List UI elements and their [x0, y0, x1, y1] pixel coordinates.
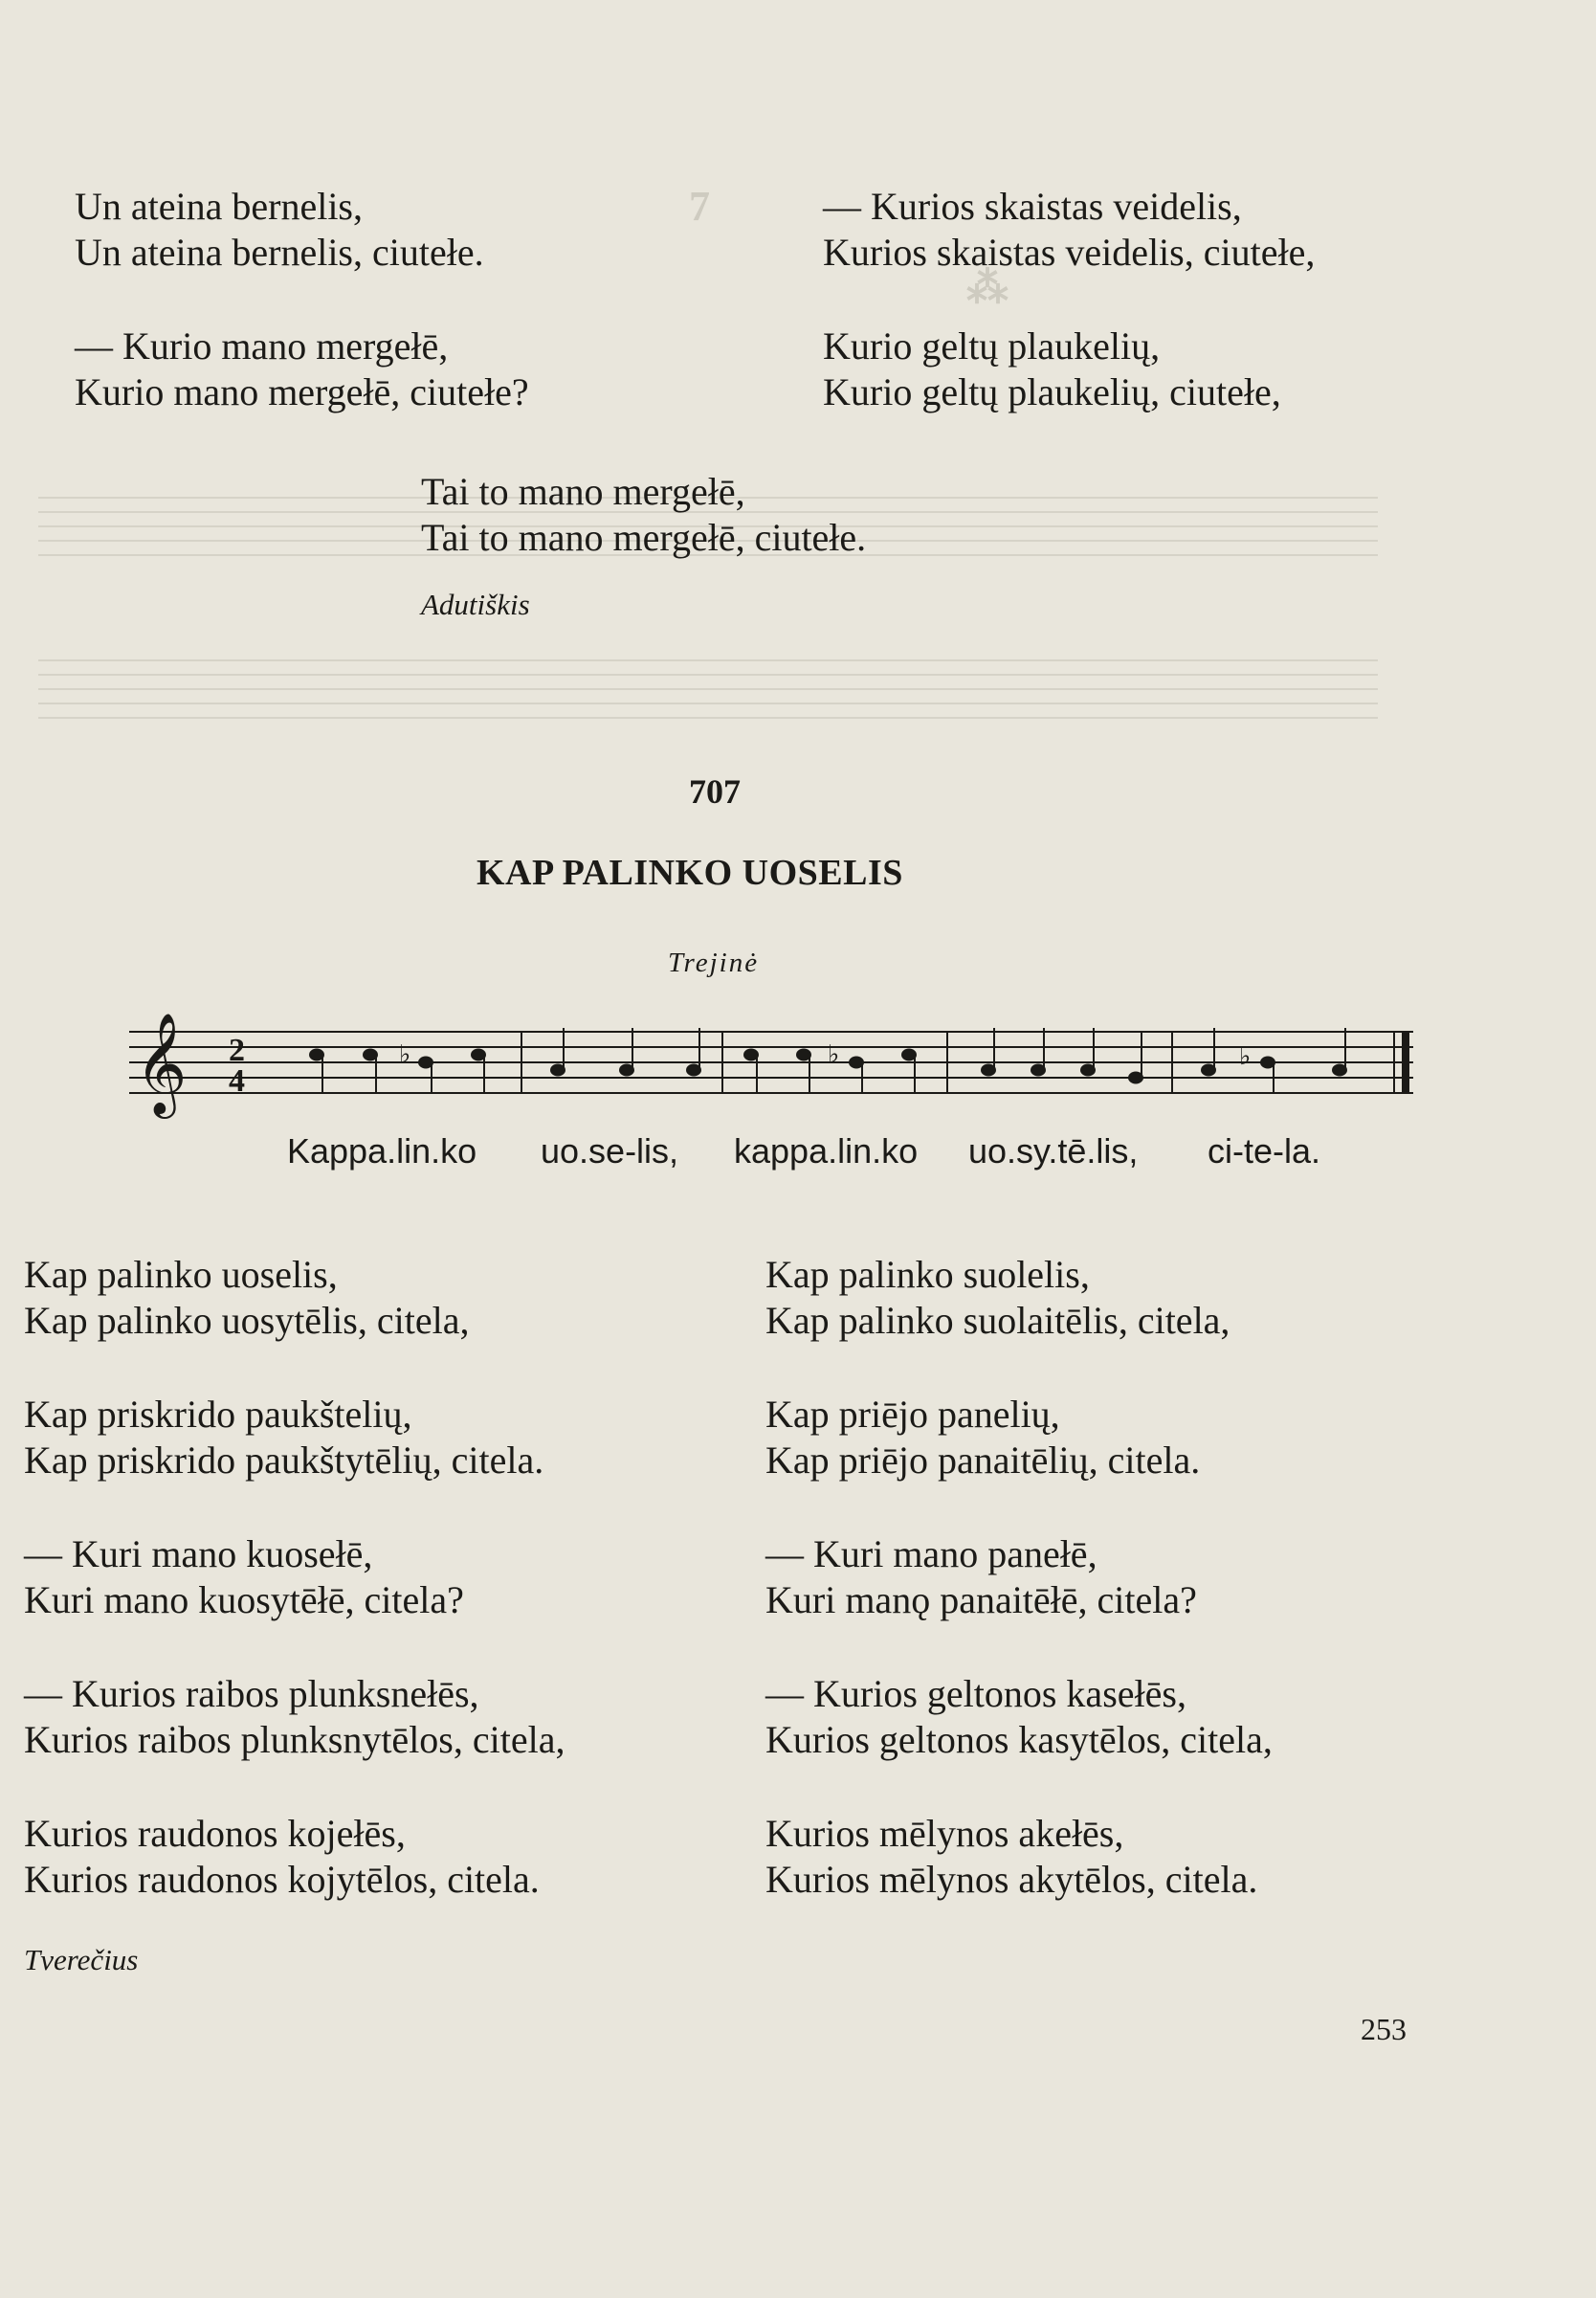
- verse-line: Kurios geltonos kasytēlos, citela,: [765, 1718, 1273, 1761]
- lower-right-column: [765, 1252, 1273, 1951]
- stanza: [24, 1252, 565, 1344]
- place-name: Adutiškis: [421, 588, 530, 621]
- verse-line: — Kurios raibos plunksnełēs,: [24, 1672, 479, 1715]
- stanza: [765, 1531, 1273, 1623]
- note: [1261, 1058, 1275, 1068]
- stanza: [823, 184, 1315, 276]
- note: [687, 1065, 700, 1076]
- place-name: Tverečius: [24, 1943, 139, 1976]
- tempo-marking: Trejinė: [668, 948, 760, 978]
- show-through-text: ⁂: [966, 264, 1009, 311]
- note: [364, 1050, 377, 1060]
- song-number: 707: [689, 772, 741, 811]
- verse-line: Kap palinko suolaitēlis, citela,: [765, 1299, 1230, 1342]
- measure-2: [551, 1028, 700, 1076]
- lyric-group: kappa.lin.ko: [734, 1131, 919, 1171]
- stanza: [75, 184, 529, 276]
- time-signature-bottom: 4: [229, 1063, 245, 1099]
- lyric-group: uo.sy.tē.lis,: [968, 1131, 1139, 1171]
- stanza: [765, 1671, 1273, 1763]
- lyric-group: Kappa.lin.ko: [287, 1131, 477, 1171]
- top-right-column: [823, 184, 1315, 463]
- verse-line: Kurios raibos plunksnytēlos, citela,: [24, 1718, 565, 1761]
- lyric-group: ci-te-la.: [1208, 1131, 1321, 1171]
- lyric-group: uo.se-lis,: [541, 1131, 679, 1171]
- flat-sign: ♭: [1239, 1042, 1252, 1070]
- note: [1031, 1065, 1045, 1076]
- music-staff: [129, 1005, 1421, 1129]
- verse-line: — Kurio mano mergełē,: [75, 324, 449, 368]
- verse-line: Kurios raudonos kojełēs,: [24, 1812, 406, 1855]
- flat-sign: ♭: [399, 1040, 411, 1068]
- verse-line: — Kuri mano kuosełē,: [24, 1532, 373, 1575]
- verse-line: — Kurios skaistas veidelis,: [823, 185, 1242, 228]
- verse-line: Kap palinko uosytēlis, citela,: [24, 1299, 470, 1342]
- note: [1202, 1065, 1215, 1076]
- verse-line: Kap palinko uoselis,: [24, 1253, 338, 1296]
- verse-line: Kurios raudonos kojytēlos, citela.: [24, 1858, 540, 1901]
- stanza: [823, 324, 1315, 415]
- verse-line: Kap priējo panelių,: [765, 1393, 1060, 1436]
- verse-line: Kurios mēlynos akełēs,: [765, 1812, 1124, 1855]
- verse-line: Kuri mano kuosytēłē, citela?: [24, 1578, 464, 1621]
- stanza: [24, 1811, 565, 1903]
- verse-line: Kap priskrido paukštytēlių, citela.: [24, 1439, 544, 1482]
- measure-5: [1202, 1028, 1346, 1093]
- note: [620, 1065, 633, 1076]
- stanza: [765, 1252, 1273, 1344]
- verse-line: Kurio geltų plaukelių,: [823, 324, 1161, 368]
- verse-line: Kap priskrido paukštelių,: [24, 1393, 412, 1436]
- stanza: [765, 1392, 1273, 1484]
- note: [419, 1058, 432, 1068]
- show-through-text: 7: [689, 183, 710, 230]
- measure-4: [982, 1028, 1142, 1083]
- time-signature-top: 2: [229, 1033, 245, 1068]
- note: [797, 1050, 810, 1060]
- verse-line: Tai to mano mergełē,: [421, 470, 745, 513]
- song-title: KAP PALINKO UOSELIS: [477, 853, 903, 893]
- verse-line: Kuri manǫ panaitēłē, citela?: [765, 1578, 1197, 1621]
- note: [850, 1058, 863, 1068]
- note: [1129, 1073, 1142, 1083]
- stanza: [75, 324, 529, 415]
- verse-line: Kap palinko suolelis,: [765, 1253, 1090, 1296]
- note: [744, 1050, 758, 1060]
- center-stanza: [421, 469, 866, 561]
- flat-sign: ♭: [828, 1040, 840, 1068]
- treble-clef-icon: 𝄞: [135, 1012, 188, 1114]
- verse-line: Kap priējo panaitēlių, citela.: [765, 1439, 1201, 1482]
- note: [310, 1050, 323, 1060]
- stanza: [24, 1671, 565, 1763]
- verse-line: Kurio geltų plaukelių, ciutełe,: [823, 370, 1281, 413]
- note: [902, 1050, 916, 1060]
- top-left-column: [75, 184, 529, 463]
- note: [1081, 1065, 1095, 1076]
- note: [551, 1065, 565, 1076]
- note: [982, 1065, 995, 1076]
- verse-line: — Kuri mano panełē,: [765, 1532, 1097, 1575]
- measure-1: [310, 1040, 485, 1093]
- measure-3: [744, 1040, 916, 1093]
- stanza: [765, 1811, 1273, 1903]
- verse-line: — Kurios geltonos kasełēs,: [765, 1672, 1186, 1715]
- stanza: [24, 1392, 565, 1484]
- verse-line: Un ateina bernelis,: [75, 185, 363, 228]
- note: [472, 1050, 485, 1060]
- lower-left-column: [24, 1252, 565, 1951]
- verse-line: Kurio mano mergełē, ciutełe?: [75, 370, 529, 413]
- final-barline-thick: [1402, 1032, 1409, 1093]
- verse-line: Un ateina bernelis, ciutełe.: [75, 231, 484, 274]
- note: [1333, 1065, 1346, 1076]
- page-number: 253: [1361, 2012, 1407, 2046]
- verse-line: Kurios mēlynos akytēlos, citela.: [765, 1858, 1258, 1901]
- verse-line: Kurios skaistas veidelis, ciutełe,: [823, 231, 1316, 274]
- stanza: [24, 1531, 565, 1623]
- verse-line: Tai to mano mergełē, ciutełe.: [421, 516, 867, 559]
